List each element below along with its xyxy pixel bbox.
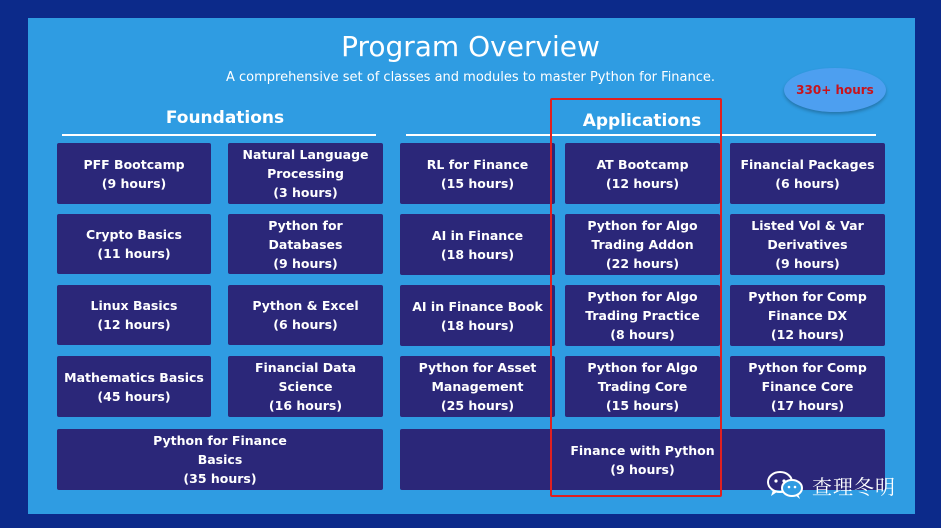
course-card-line: Python for Algo — [587, 289, 698, 304]
course-card-line: Python for Finance — [153, 433, 287, 448]
course-card-line: (9 hours) — [101, 175, 167, 191]
course-card-line: (15 hours) — [440, 175, 515, 191]
page-title: Program Overview — [341, 30, 600, 63]
course-card-comp-finance-core[interactable] — [730, 356, 885, 417]
course-card-rl-finance[interactable] — [400, 143, 555, 204]
course-card-listed-vol[interactable] — [730, 214, 885, 275]
course-card-line: (35 hours) — [183, 471, 257, 486]
course-card-line: Management — [431, 379, 524, 394]
course-card-pff-bootcamp[interactable] — [57, 143, 211, 204]
course-card-line: (15 hours) — [605, 398, 680, 413]
foundations-heading: Foundations — [165, 108, 285, 128]
course-card-line: (45 hours) — [97, 388, 171, 404]
course-card-line: Finance DX — [767, 308, 848, 323]
watermark-text: 查理冬明 — [812, 474, 896, 499]
course-card-line: Python for Algo — [587, 218, 698, 233]
course-card-line: Financial Data Science — [254, 360, 357, 394]
course-card-line: (6 hours) — [775, 175, 840, 191]
wechat-icon — [766, 470, 804, 500]
course-card-line: Processing — [267, 166, 344, 181]
course-card-asset-management[interactable] — [400, 356, 555, 417]
course-card-line: (12 hours) — [605, 175, 680, 191]
course-card-python-excel[interactable] — [228, 285, 383, 345]
course-card-line: Python for Comp — [748, 360, 867, 375]
course-card-line: Finance with Python — [570, 442, 715, 458]
course-card-line: AT Bootcamp — [596, 156, 689, 172]
watermark — [766, 470, 896, 500]
course-card-line: (6 hours) — [273, 317, 338, 332]
applications-highlight-frame — [550, 98, 722, 497]
course-card-line: Crypto Basics — [86, 227, 182, 242]
course-card-line: (9 hours) — [273, 255, 338, 271]
course-card-line: (9 hours) — [610, 461, 675, 477]
course-card-line: Python for Databases — [268, 217, 343, 252]
course-card-line: (18 hours) — [440, 317, 515, 333]
course-card-line: Trading Core — [597, 379, 688, 394]
course-card-line: (18 hours) — [440, 246, 515, 262]
course-card-line: Mathematics Basics — [64, 369, 204, 385]
foundations-divider — [62, 134, 376, 136]
course-card-line: Python for Asset — [418, 360, 537, 375]
course-card-line: AI in Finance — [431, 227, 524, 243]
course-card-line: (8 hours) — [610, 327, 675, 342]
course-card-line: Finance Core — [761, 379, 854, 394]
course-card-financial-data-science[interactable] — [228, 356, 383, 417]
course-card-line: (16 hours) — [268, 398, 343, 413]
course-card-line: Natural Language — [242, 147, 369, 162]
course-card-line: RL for Finance — [426, 156, 529, 172]
course-card-line: PFF Bootcamp — [83, 156, 185, 172]
course-card-line: (12 hours) — [97, 317, 171, 332]
course-card-nlp[interactable] — [228, 143, 383, 204]
course-card-line: (11 hours) — [97, 246, 171, 261]
course-card-line: Trading Practice — [585, 308, 700, 323]
course-card-linux-basics[interactable] — [57, 285, 211, 345]
course-card-line: Basics — [197, 452, 243, 467]
hours-badge-label: 330+ hours — [796, 83, 874, 97]
applications-heading: Applications — [582, 111, 702, 131]
course-card-ai-finance[interactable] — [400, 214, 555, 275]
course-card-line: Python for Algo — [587, 360, 698, 375]
hours-badge — [784, 68, 886, 112]
course-card-financial-packages[interactable] — [730, 143, 885, 204]
course-card-line: Python & Excel — [252, 298, 359, 313]
course-card-line: Linux Basics — [90, 298, 178, 313]
course-card-line: (12 hours) — [770, 327, 845, 342]
course-card-line: (25 hours) — [440, 398, 515, 413]
course-card-line: Listed Vol & Var — [751, 218, 864, 233]
course-card-line: Derivatives — [767, 237, 848, 252]
course-card-line: Python for Comp — [748, 289, 867, 304]
course-card-line: (17 hours) — [770, 398, 845, 413]
course-card-line: AI in Finance Book — [412, 298, 543, 314]
course-card-math-basics[interactable] — [57, 356, 211, 417]
course-card-pff-basics[interactable] — [57, 429, 383, 490]
course-card-line: (22 hours) — [605, 256, 680, 271]
course-card-python-databases[interactable] — [228, 214, 383, 274]
course-card-crypto-basics[interactable] — [57, 214, 211, 274]
course-card-line: (9 hours) — [775, 256, 840, 271]
course-card-line: Financial Packages — [740, 156, 875, 172]
course-card-line: (3 hours) — [273, 185, 338, 200]
course-card-ai-finance-book[interactable] — [400, 285, 555, 346]
course-card-line: Trading Addon — [591, 237, 694, 252]
page-subtitle: A comprehensive set of classes and modules to master Python for Finance. — [225, 70, 716, 85]
course-card-comp-finance-dx[interactable] — [730, 285, 885, 346]
